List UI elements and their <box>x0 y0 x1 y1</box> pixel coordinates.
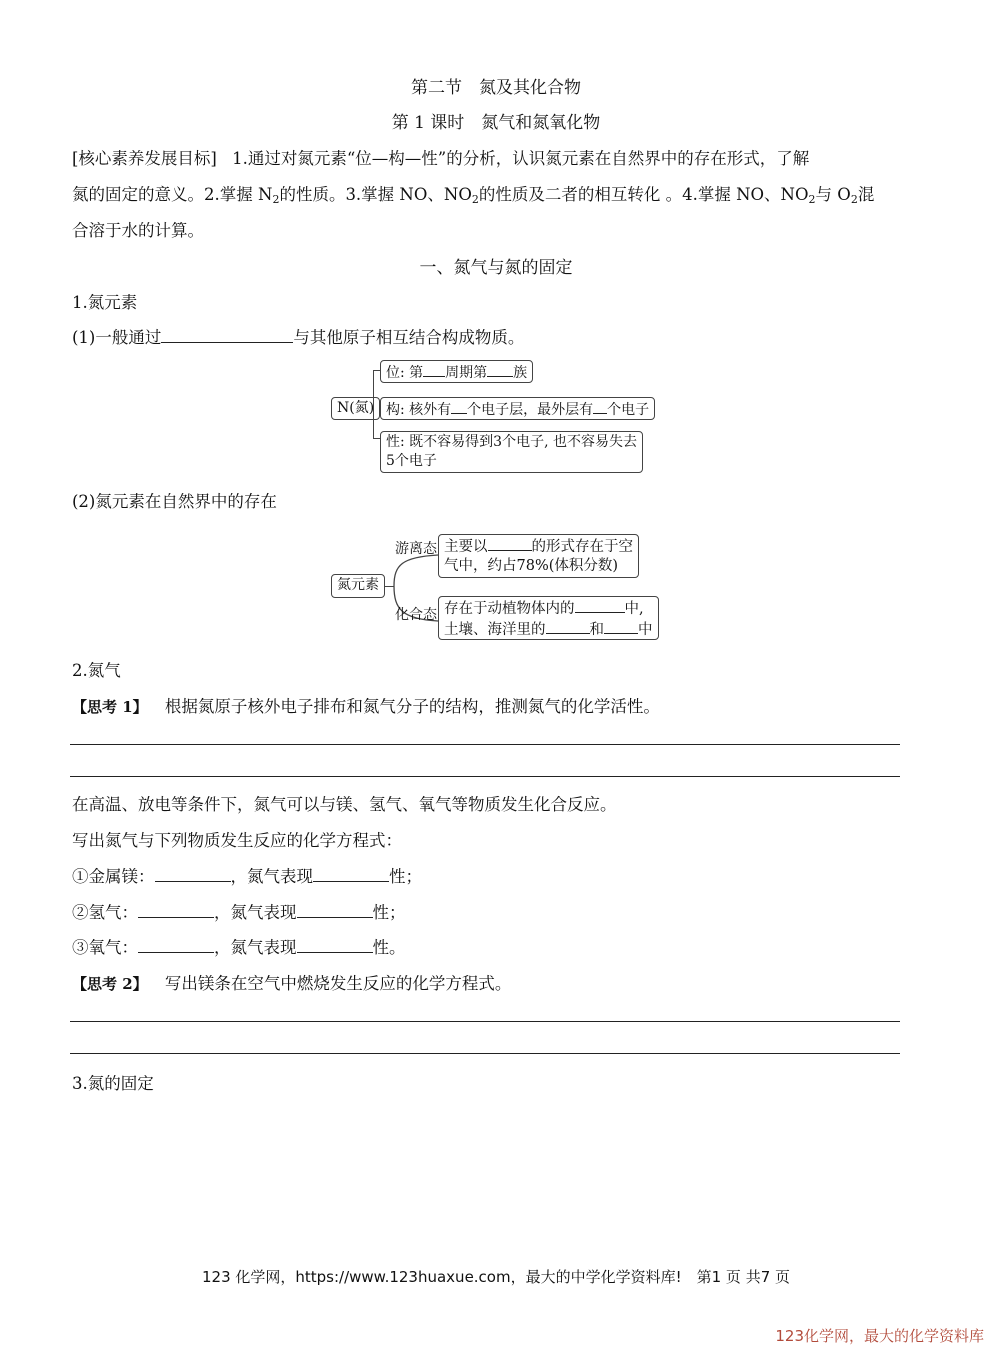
answer-blank[interactable] <box>423 362 445 377</box>
text: 性； <box>389 867 422 886</box>
goals-line-1 <box>72 145 809 169</box>
diagram1-structure <box>380 397 655 420</box>
subscript: 2 <box>272 193 280 206</box>
reaction-h2 <box>72 899 406 923</box>
text: 存在于动植物体内的 <box>444 601 575 617</box>
page-footer: 123 化学网，https://www.123huaxue.com，最大的中学化学资料库! 第1 页 共7 页 <box>201 1268 791 1286</box>
text: 和 <box>589 622 604 638</box>
text: 个电子 <box>607 402 650 418</box>
answer-blank[interactable] <box>451 399 467 414</box>
goals-line-3: 合溶于水的计算。 <box>72 221 204 240</box>
text: 构: 核外有 <box>386 402 452 418</box>
text: 中 <box>638 622 653 638</box>
text: ①金属镁： <box>72 867 155 886</box>
goals-text-1: 1.通过对氮元素“位—构—性”的分析，认识氮元素在自然界中的存在形式，了解 <box>232 149 810 168</box>
part1-heading: 一、氮气与氮的固定 <box>419 258 573 278</box>
combined-state-label: 化合态 <box>395 607 437 623</box>
answer-blank[interactable] <box>297 936 373 953</box>
text: 的形式存在于空 <box>531 539 633 555</box>
watermark: 123化学网，最大的化学资料库 <box>775 1327 984 1345</box>
answer-line[interactable] <box>70 1021 900 1022</box>
answer-blank[interactable] <box>487 362 513 377</box>
s1-title: 1.氮元素 <box>72 293 138 312</box>
text: 周期第 <box>445 365 488 381</box>
subscript: 2 <box>850 193 858 206</box>
think-1-tag: 【思考 1】 <box>72 698 148 716</box>
subscript: 2 <box>808 193 816 206</box>
text: 族 <box>513 365 528 381</box>
text: 5个电子 <box>386 453 437 469</box>
text: 中, <box>624 601 644 617</box>
s1-q1-post: 与其他原子相互结合构成物质。 <box>293 328 525 347</box>
s1-question-2: (2)氮元素在自然界中的存在 <box>72 492 277 511</box>
goals-text-2e: 混 <box>857 185 875 204</box>
text: ③氧气： <box>72 938 138 957</box>
free-state-label: 游离态 <box>395 541 437 557</box>
text: 个电子层，最外层有 <box>467 402 594 418</box>
answer-blank[interactable] <box>155 865 231 882</box>
diagram2-root: 氮元素 <box>331 574 385 598</box>
section-title: 第二节 氮及其化合物 <box>411 78 581 98</box>
goals-text-2a: 氮的固定的意义。2.掌握 N <box>72 185 273 204</box>
reaction-o2 <box>72 934 406 958</box>
reaction-prompt: 写出氮气与下列物质发生反应的化学方程式： <box>72 831 402 850</box>
s1-q1-pre: (1)一般通过 <box>72 328 162 347</box>
think-2 <box>72 970 511 994</box>
s2-title: 2.氮气 <box>72 661 121 680</box>
lesson-title: 第 1 课时 氮气和氮氧化物 <box>391 113 601 133</box>
diagram1-root: N(氮) <box>331 397 380 420</box>
text: 位: 第 <box>386 365 424 381</box>
think-1-text: 根据氮原子核外电子排布和氮气分子的结构，推测氮气的化学活性。 <box>164 697 660 716</box>
answer-line[interactable] <box>70 1053 900 1054</box>
goals-text-2d: 与 O <box>815 185 851 204</box>
answer-blank[interactable] <box>575 598 625 613</box>
diagram1-property <box>380 431 643 473</box>
subscript: 2 <box>471 193 479 206</box>
goals-text-2b: 的性质。3.掌握 NO、NO <box>279 185 472 204</box>
answer-blank[interactable] <box>546 619 590 634</box>
answer-blank[interactable] <box>313 865 389 882</box>
text: ，氮气表现 <box>214 938 297 957</box>
reaction-intro: 在高温、放电等条件下，氮气可以与镁、氢气、氧气等物质发生化合反应。 <box>72 795 617 814</box>
answer-blank[interactable] <box>593 399 607 414</box>
answer-blank[interactable] <box>161 326 293 343</box>
text: 性。 <box>372 938 406 957</box>
answer-blank[interactable] <box>488 536 532 551</box>
goals-text-2c: 的性质及二者的相互转化 。4.掌握 NO、NO <box>478 185 809 204</box>
s3-title: 3.氮的固定 <box>72 1074 154 1093</box>
answer-blank[interactable] <box>297 901 373 918</box>
answer-line[interactable] <box>70 744 900 745</box>
reaction-mg <box>72 863 422 887</box>
combined-state-box <box>438 596 659 640</box>
text: 主要以 <box>444 539 488 555</box>
answer-blank[interactable] <box>138 901 214 918</box>
think-1 <box>72 693 660 717</box>
answer-line[interactable] <box>70 776 900 777</box>
text: 性； <box>372 903 406 922</box>
text: ，氮气表现 <box>230 867 313 886</box>
text: 土壤、海洋里的 <box>444 622 546 638</box>
text: ②氢气： <box>72 903 138 922</box>
free-state-box <box>438 534 639 578</box>
answer-blank[interactable] <box>138 936 214 953</box>
answer-blank[interactable] <box>604 619 638 634</box>
diagram1-position <box>380 360 533 383</box>
text: ，氮气表现 <box>214 903 297 922</box>
s1-question-1 <box>72 324 524 348</box>
text: 气中，约占78%(体积分数) <box>444 558 619 574</box>
think-2-tag: 【思考 2】 <box>72 975 148 993</box>
think-2-text: 写出镁条在空气中燃烧发生反应的化学方程式。 <box>164 974 512 993</box>
goals-tag: [核心素养发展目标] <box>72 149 217 168</box>
text: 性: 既不容易得到3个电子, 也不容易失去 <box>386 434 637 450</box>
goals-line-2 <box>72 181 874 205</box>
